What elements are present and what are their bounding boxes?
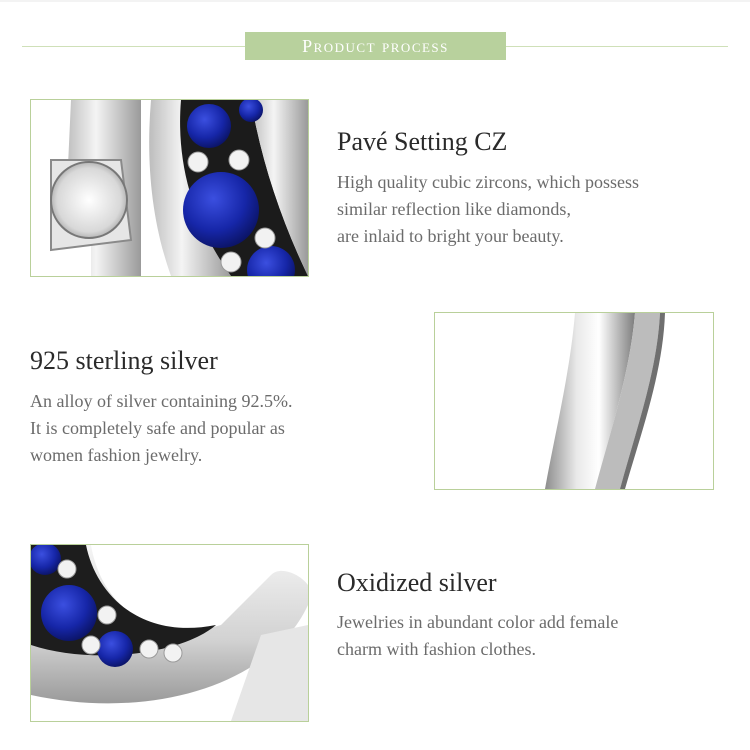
description-line: It is completely safe and popular as bbox=[30, 418, 285, 438]
section-title-badge: Product process bbox=[245, 32, 506, 60]
description-line: charm with fashion clothes. bbox=[337, 639, 536, 659]
feature-description-silver bbox=[30, 388, 292, 469]
sterling-silver-photo bbox=[434, 312, 714, 490]
description-line: Jewelries in abundant color add female bbox=[337, 612, 619, 632]
top-rule bbox=[0, 0, 750, 2]
oxidized-silver-photo bbox=[30, 544, 309, 722]
description-line: women fashion jewelry. bbox=[30, 445, 203, 465]
description-line: similar reflection like diamonds, bbox=[337, 199, 571, 219]
description-line: An alloy of silver containing 92.5%. bbox=[30, 391, 293, 411]
feature-title-pave: Pavé Setting CZ bbox=[337, 127, 508, 156]
description-line: High quality cubic zircons, which possess bbox=[337, 172, 639, 192]
pave-setting-photo bbox=[30, 99, 309, 277]
description-line: are inlaid to bright your beauty. bbox=[337, 226, 564, 246]
feature-description-pave bbox=[337, 169, 639, 250]
feature-title-oxidized: Oxidized silver bbox=[337, 568, 497, 597]
feature-description-oxidized bbox=[337, 609, 618, 663]
feature-title-silver: 925 sterling silver bbox=[30, 346, 218, 375]
